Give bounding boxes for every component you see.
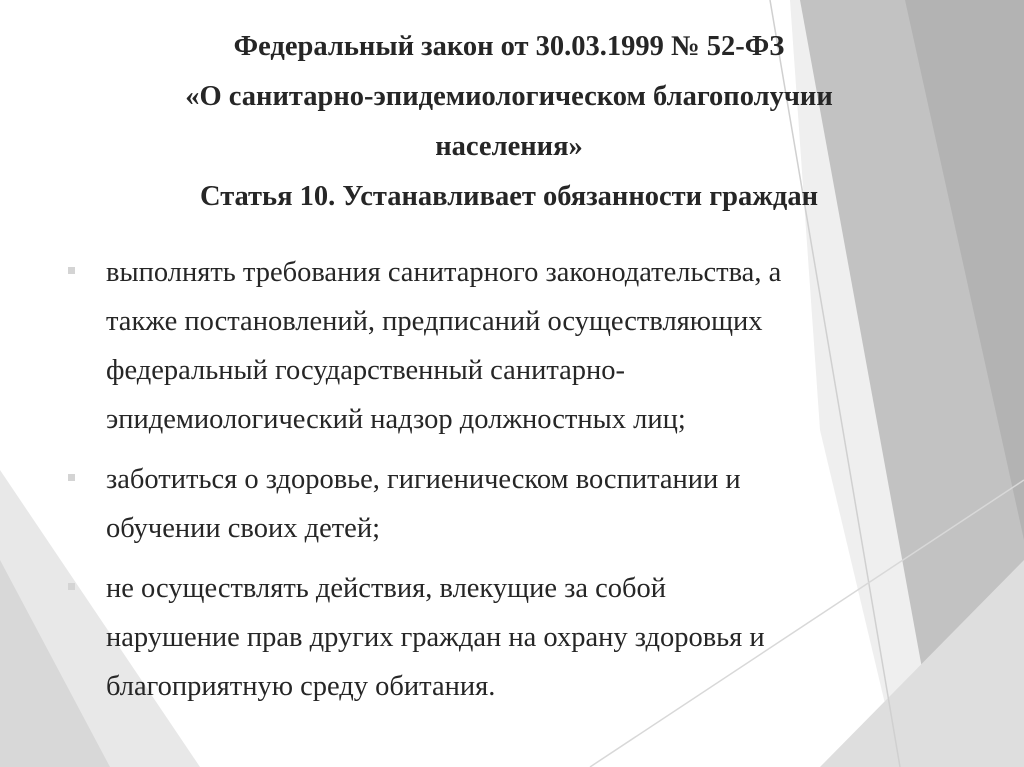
bullet-text-line: заботиться о здоровье, гигиеническом воспитании и [106,464,741,495]
duties-bullet-list [68,248,928,722]
slide-title [60,22,958,222]
bullet-text-line: обучении своих детей; [106,513,380,544]
bullet-item [68,455,928,553]
square-bullet-icon [68,474,75,481]
bullet-text-line: федеральный государственный санитарно- [106,355,626,386]
bullet-text-line: благоприятную среду обитания. [106,671,496,702]
title-line-law: Федеральный закон от 30.03.1999 № 52-ФЗ [233,31,785,62]
bullet-text-line: не осуществлять действия, влекущие за собой [106,573,667,604]
bullet-text-line: также постановлений, предписаний осуществляющих [106,306,763,337]
bullet-text-line: нарушение прав других граждан на охрану здоровья и [106,622,765,653]
title-line-article: Статья 10. Устанавливает обязанности граждан [199,181,819,212]
square-bullet-icon [68,267,75,274]
bullet-item [68,248,928,444]
bullet-text-line: эпидемиологический надзор должностных лиц; [106,404,686,435]
title-line-law-name-cont: населения» [435,131,583,162]
title-line-law-name: «О санитарно-эпидемиологическом благополучии [185,81,833,112]
bullet-item [68,564,928,711]
square-bullet-icon [68,583,75,590]
bullet-text-line: выполнять требования санитарного законодательства, а [106,257,782,288]
